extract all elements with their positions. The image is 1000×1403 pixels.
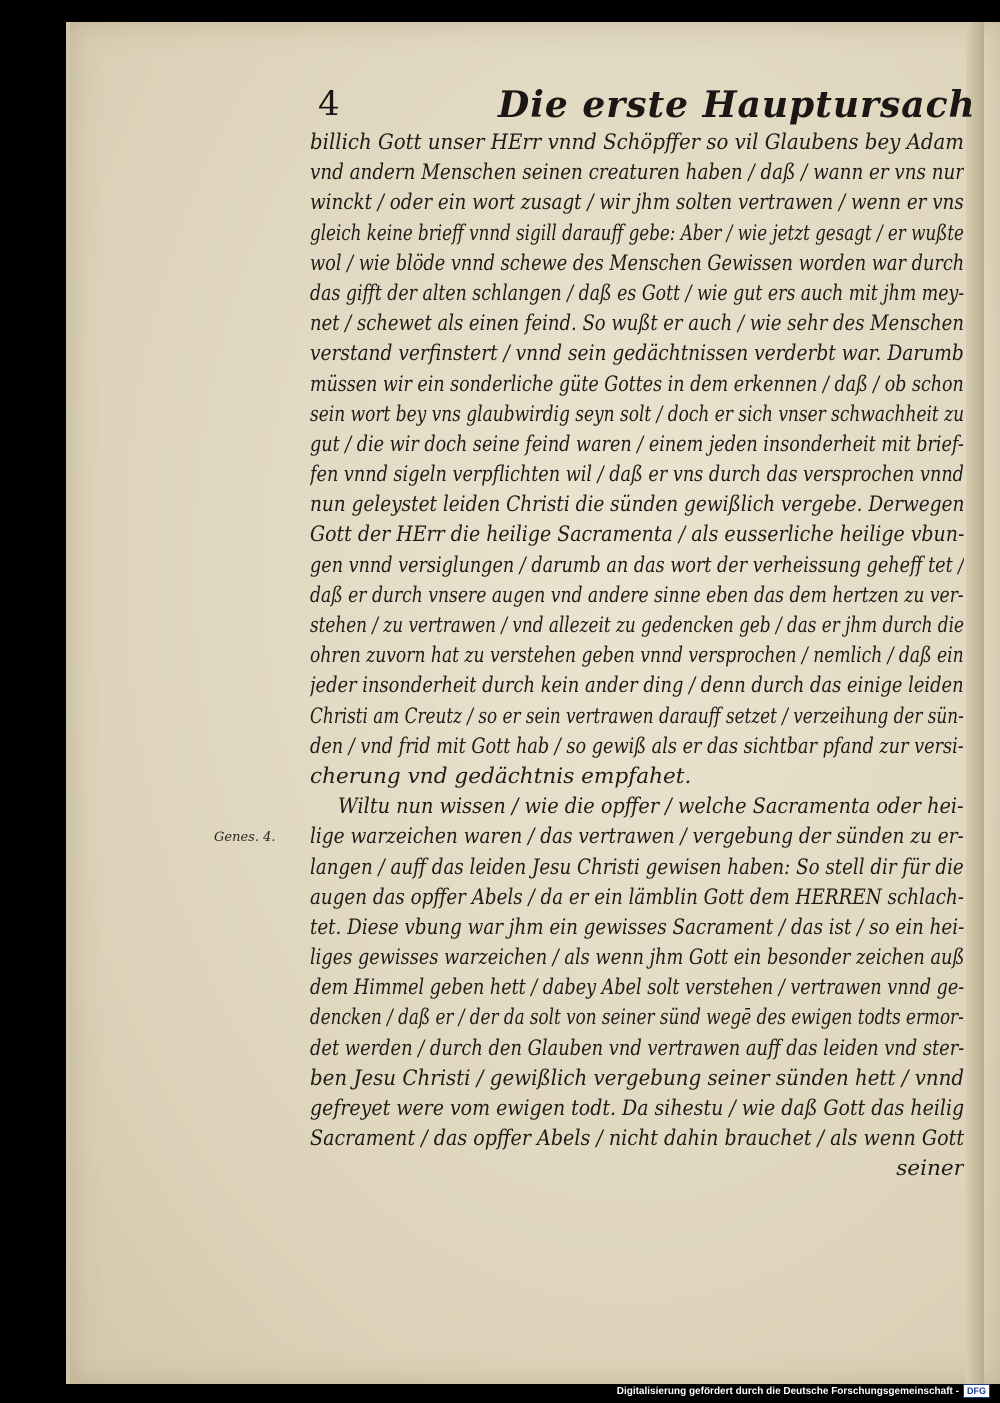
text-line: liges gewisses warzeichen / als wenn jhm Gott ein besonder zeichen auß xyxy=(310,945,964,971)
text-line: nun geleystet leiden Christi die sünden gewißlich vergebe. Derwegen xyxy=(310,492,964,518)
catchword: seiner xyxy=(896,1156,964,1182)
text-line: cherung vnd gedächtnis empfahet. xyxy=(310,763,692,789)
text-line: den / vnd frid mit Gott hab / so gewiß als er das sichtbar pfand zur versi- xyxy=(310,733,964,759)
text-line: sein wort bey vns glaubwirdig seyn solt / doch er sich vnser schwachheit zu xyxy=(310,401,964,427)
text-line: fen vnnd sigeln verpflichten wil / daß er vns durch das versprochen vnnd xyxy=(310,462,964,488)
text-line: augen das opffer Abels / da er ein lämblin Gott dem HERREN schlach- xyxy=(310,884,964,910)
text-line: dencken / daß er / der da solt von seiner sünd wegē des ewigen todts ermor- xyxy=(310,1005,964,1031)
text-line: gefreyet were vom ewigen todt. Da sihestu / wie daß Gott das heilig xyxy=(310,1096,964,1121)
text-line: wol / wie blöde vnnd schewe des Menschen Gewissen worden war durch xyxy=(310,250,964,276)
text-line: dem Himmel geben hett / dabey Abel solt verstehen / vertrawen vnnd ge- xyxy=(310,975,964,1001)
text-line: daß er durch vnsere augen vnd andere sinne eben das dem hertzen zu ver- xyxy=(310,582,964,608)
text-line: Sacrament / das opffer Abels / nicht dahin brauchet / als wenn Gott xyxy=(310,1126,964,1152)
text-line: gleich keine brieff vnnd sigill darauff gebe: Aber / wie jetzt gesagt / er wußte xyxy=(310,220,964,246)
text-line: ohren zuvorn hat zu verstehen geben vnnd versprochen / nemlich / daß ein xyxy=(310,643,964,669)
text-line: ben Jesu Christi / gewißlich vergebung seiner sünden hett / vnnd xyxy=(310,1065,964,1091)
text-line: stehen / zu vertrawen / vnd allezeit zu gedencken geb / das er jhm durch die xyxy=(310,613,964,638)
text-line: Wiltu nun wissen / wie die opffer / welche Sacramenta oder hei- xyxy=(338,794,964,820)
running-head: Die erste Hauptursach xyxy=(498,84,976,126)
text-line: jeder insonderheit durch kein ander ding / denn durch das einige leiden xyxy=(310,673,964,699)
text-line: vnd andern Menschen seinen creaturen haben / daß / wann er vns nur xyxy=(310,160,964,186)
page-right-edge xyxy=(966,22,984,1384)
text-line: das gifft der alten schlangen / daß es Gott / wie gut ers auch mit jhm mey- xyxy=(310,280,964,306)
text-line: langen / auff das leiden Jesu Christi gewisen haben: So stell dir für die xyxy=(310,854,964,880)
text-line: tet. Diese vbung war jhm ein gewisses Sacrament / das ist / so ein hei- xyxy=(310,914,964,940)
marginal-note: Genes. 4. xyxy=(214,830,276,845)
dfg-logo: DFG xyxy=(963,1384,990,1398)
text-line: Gott der HErr die heilige Sacramenta / als eusserliche heilige vbun- xyxy=(310,522,964,548)
text-line: verstand verfinstert / vnnd sein gedächtnissen verderbt war. Darumb xyxy=(310,341,964,367)
text-line: det werden / durch den Glauben vnd vertrawen auff das leiden vnd ster- xyxy=(310,1035,964,1061)
text-line: lige warzeichen waren / das vertrawen / vergebung der sünden zu er- xyxy=(310,824,964,850)
text-line: net / schewet als einen feind. So wußt er auch / wie sehr des Menschen xyxy=(310,311,964,337)
page-number: 4 xyxy=(318,84,340,124)
body-text xyxy=(310,128,964,1185)
footer-credit: Digitalisierung gefördert durch die Deutsche Forschungsgemeinschaft - xyxy=(616,1385,959,1397)
text-line: winckt / oder ein wort zusagt / wir jhm solten vertrawen / wenn er vns xyxy=(310,190,964,216)
text-line: billich Gott unser HErr vnnd Schöpffer so vil Glaubens bey Adam xyxy=(310,130,964,155)
digitization-footer xyxy=(617,1383,990,1399)
text-line: gen vnnd versiglungen / darumb an das wort der verheissung geheff tet / xyxy=(310,552,964,578)
text-line: gut / die wir doch seine feind waren / einem jeden insonderheit mit brief- xyxy=(310,431,964,457)
text-line: Christi am Creutz / so er sein vertrawen darauff setzet / verzeihung der sün- xyxy=(310,703,964,729)
text-line: müssen wir ein sonderliche güte Gottes in dem erkennen / daß / ob schon xyxy=(310,371,964,397)
